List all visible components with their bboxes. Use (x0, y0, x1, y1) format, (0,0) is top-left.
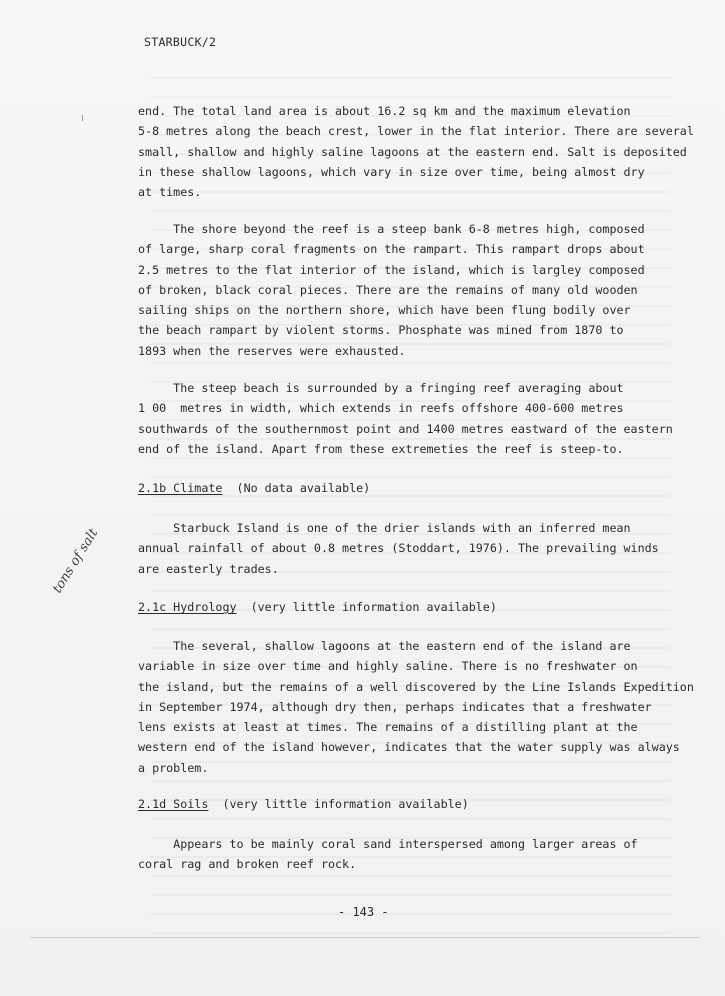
section-note-climate: (No data available) (222, 481, 371, 495)
document-header: STARBUCK/2 (144, 35, 217, 49)
paragraph-reef: The steep beach is surrounded by a fringing reef averaging about 1 00 metres in width, which extends in reefs offshore 400-600 metres southwards of the southernmost point and 1400 metres eastward of the eastern end of the island. Apart from these extremeties the reef is steep-to. (138, 381, 673, 456)
paragraph-soils: Appears to be mainly coral sand interspersed among larger areas of coral rag and broken reef rock. (138, 837, 638, 872)
paragraph-shore: The shore beyond the reef is a steep bank 6-8 metres high, composed of large, sharp coral fragments on the rampart. This rampart drops about 2.5 metres to the flat interior of the island, which is largley composed of broken, black coral pieces. There are the remains of many old wooden sailing ships on the northern shore, which have been flung bodily over the beach rampart by violent storms. Phosphate was mined from 1870 to 1893 when the reserves were exhausted. (138, 222, 645, 358)
paragraph-climate: Starbuck Island is one of the drier islands with an inferred mean annual rainfall of about 0.8 metres (Stoddart, 1976). The prevailing winds are easterly trades. (138, 521, 659, 576)
section-number-hydrology: 2.1c Hydrology (138, 600, 237, 614)
section-number-soils: 2.1d Soils (138, 797, 209, 811)
section-note-soils: (very little information available) (208, 797, 469, 811)
margin-mark (82, 115, 83, 121)
paragraph-hydrology: The several, shallow lagoons at the eastern end of the island are variable in size over time and highly saline. There is no freshwater on the island, but the remains of a well discovered by the Line Islands Expedition in September 1974, although dry then, perhaps indicates that a freshwater lens exists at least at times. The remains of a distilling plant at the western end of the island however, indicates that the water supply was always a problem. (138, 639, 694, 775)
section-heading-climate (138, 479, 678, 497)
page-number: - 143 - (338, 905, 389, 919)
section-note-hydrology: (very little information available) (236, 600, 497, 614)
section-number-climate: 2.1b Climate (138, 481, 223, 495)
section-heading-soils (138, 795, 678, 813)
paragraph-land-area: end. The total land area is about 16.2 sq km and the maximum elevation 5-8 metres along the beach crest, lower in the flat interior. There are several small, shallow and highly saline lagoons at the eastern end. Salt is deposited in these shallow lagoons, which vary in size over time, being almost dry at times. (138, 104, 694, 200)
handwritten-margin-note: tons of salt (50, 526, 102, 596)
page-bottom-edge (30, 937, 700, 938)
section-heading-hydrology (138, 598, 678, 616)
